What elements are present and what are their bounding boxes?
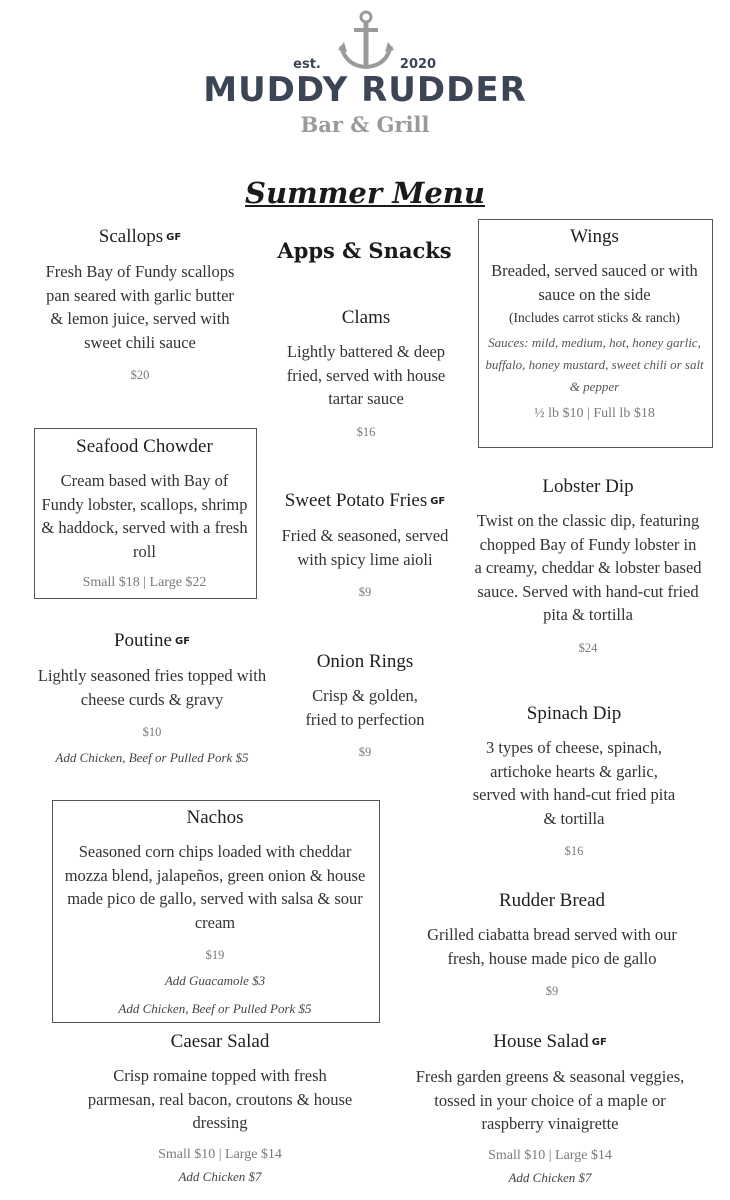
- menu-item-nachos: [62, 807, 368, 1017]
- item-name: House Salad GF: [493, 1031, 607, 1052]
- item-price: $9: [358, 585, 372, 599]
- item-price: $16: [564, 844, 584, 858]
- item-name: Clams: [341, 307, 391, 328]
- item-name: Wings: [570, 226, 619, 247]
- item-description: Fresh Bay of Fundy scallops pan seared with garlic butter & lemon juice, served with sweet chili sauce: [45, 262, 235, 352]
- brand-name: MUDDY RUDDER: [203, 70, 527, 110]
- item-addon: Add Chicken, Beef or Pulled Pork $5: [118, 1001, 312, 1016]
- item-description: Breaded, served sauced or with sauce on the side: [491, 261, 698, 304]
- gluten-free-badge: GF: [430, 496, 446, 507]
- item-name: Seafood Chowder: [76, 436, 213, 457]
- menu-item-poutine: [36, 630, 268, 766]
- item-sauces: Sauces: mild, medium, hot, honey garlic, buffalo, honey mustard, sweet chili or salt & pepper: [485, 335, 704, 394]
- item-addon: Add Guacamole $3: [164, 973, 266, 988]
- brand-subtitle: Bar & Grill: [300, 112, 430, 137]
- item-description: Lightly battered & deep fried, served with house tartar sauce: [286, 342, 446, 408]
- menu-item-wings: [482, 226, 707, 422]
- item-name: Caesar Salad: [170, 1031, 270, 1052]
- item-price: Small $10 | Large $14: [158, 1146, 282, 1162]
- menu-item-lobster-dip: [474, 476, 702, 656]
- menu-item-sweet-potato-fries: [270, 490, 460, 600]
- gluten-free-badge: GF: [166, 232, 182, 243]
- item-price: $10: [142, 725, 162, 739]
- item-price: $9: [545, 984, 559, 998]
- item-description: Cream based with Bay of Fundy lobster, scallops, shrimp & haddock, served with a fresh roll: [41, 471, 248, 561]
- menu-title: Summer Menu: [245, 176, 485, 210]
- item-description: Crisp & golden, fried to perfection: [305, 686, 425, 729]
- item-description: Fried & seasoned, served with spicy lime aioli: [281, 526, 449, 569]
- item-description: Fresh garden greens & seasonal veggies, tossed in your choice of a maple or raspberry vinaigrette: [415, 1067, 685, 1133]
- item-price: $19: [205, 948, 225, 962]
- item-includes: (Includes carrot sticks & ranch): [509, 310, 680, 325]
- item-price: $16: [356, 424, 376, 439]
- item-addon: Add Chicken $7: [508, 1169, 592, 1185]
- gluten-free-badge: GF: [175, 636, 191, 647]
- item-name: Onion Rings: [316, 651, 414, 672]
- item-name: Lobster Dip: [542, 476, 634, 497]
- menu-item-onion-rings: [298, 651, 432, 760]
- section-title: Apps & Snacks: [277, 238, 452, 263]
- item-name: Rudder Bread: [498, 890, 606, 911]
- item-price: ½ lb $10 | Full lb $18: [534, 406, 655, 421]
- item-price: Small $10 | Large $14: [488, 1147, 612, 1163]
- menu-item-clams: [286, 307, 446, 440]
- menu-item-rudder-bread: [414, 890, 690, 999]
- gluten-free-badge: GF: [591, 1037, 607, 1048]
- item-price: Small $18 | Large $22: [82, 575, 207, 590]
- menu-item-scallops: [40, 226, 240, 383]
- item-description: Twist on the classic dip, featuring chopped Bay of Fundy lobster in a creamy, cheddar & lobster based sauce. Served with hand-cut fried pita & tortilla: [474, 511, 702, 624]
- item-name: Scallops GF: [98, 226, 182, 247]
- item-addon: Add Chicken $7: [178, 1168, 262, 1184]
- item-name: Spinach Dip: [526, 703, 622, 724]
- item-addon: Add Chicken, Beef or Pulled Pork $5: [55, 750, 249, 765]
- est-label: est.: [293, 57, 321, 72]
- item-price: $9: [358, 745, 372, 759]
- item-description: 3 types of cheese, spinach, artichoke hearts & garlic, served with hand-cut fried pita & tortilla: [472, 738, 676, 828]
- established-year: 2020: [399, 57, 437, 72]
- item-price: $24: [578, 640, 598, 655]
- menu-item-house-salad: [414, 1031, 686, 1186]
- menu-item-seafood-chowder: [38, 436, 251, 591]
- item-name: Nachos: [186, 807, 244, 828]
- menu-item-caesar-salad: [80, 1031, 360, 1185]
- anchor-icon: [338, 10, 394, 70]
- item-price: $20: [130, 368, 150, 382]
- item-description: Seasoned corn chips loaded with cheddar mozza blend, jalapeños, green onion & house made pico de gallo, served with salsa & sour cream: [64, 842, 366, 932]
- logo: [0, 0, 730, 150]
- item-name: Sweet Potato Fries GF: [284, 490, 446, 511]
- item-name: Poutine GF: [113, 630, 191, 651]
- menu-item-spinach-dip: [472, 703, 676, 859]
- item-description: Lightly seasoned fries topped with cheese curds & gravy: [37, 666, 267, 709]
- item-description: Grilled ciabatta bread served with our fresh, house made pico de gallo: [427, 925, 677, 968]
- item-description: Crisp romaine topped with fresh parmesan, real bacon, croutons & house dressing: [87, 1066, 353, 1132]
